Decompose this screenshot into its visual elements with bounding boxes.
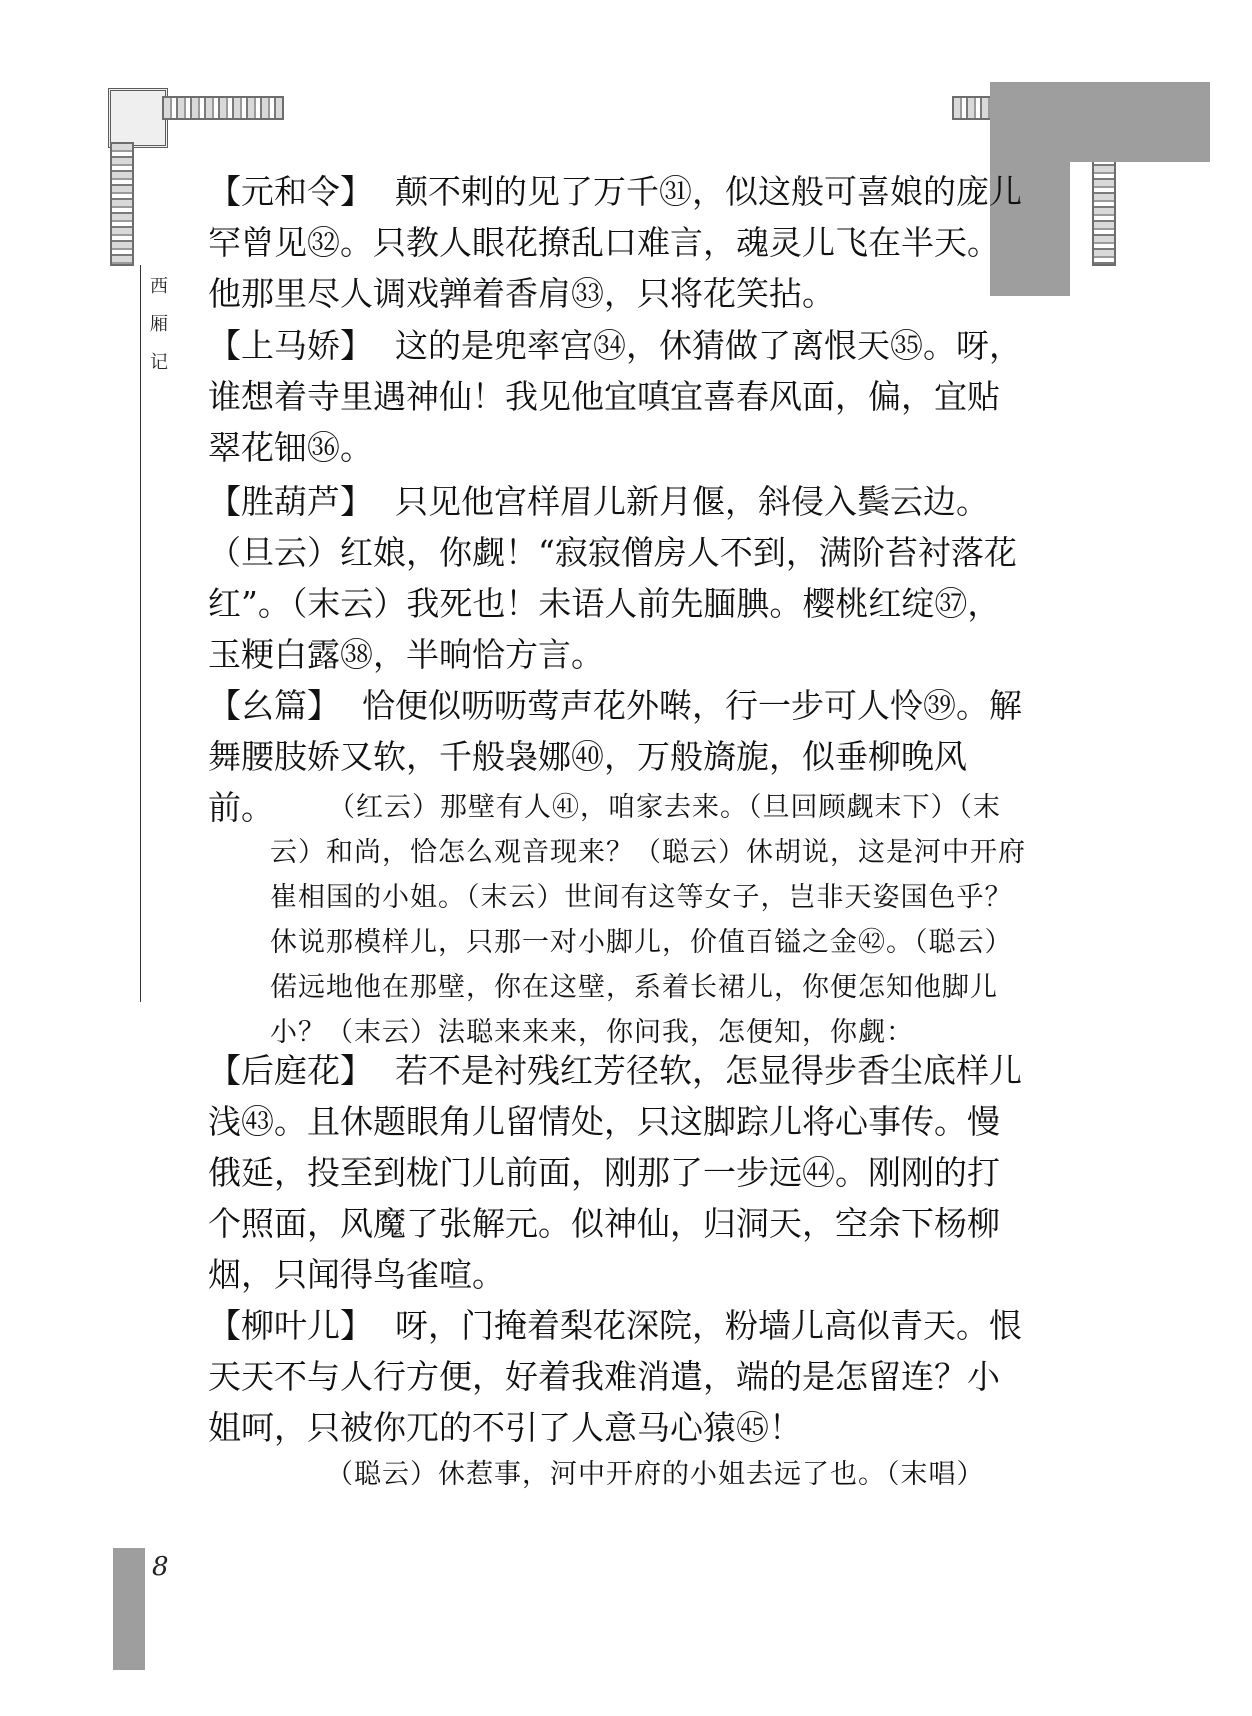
stanza-text: 恰便似呖呖莺声花外啭，行一步可人怜㊴。解舞腰肢娇又软，千般袅娜㊵，万般旖旎，似垂柳晚风前。 bbox=[208, 686, 1022, 827]
page-number-tab bbox=[113, 1548, 145, 1670]
stanza-shangmajiao bbox=[208, 320, 1028, 473]
stanza-text: 呀，门掩着梨花深院，粉墙儿高似青天。恨天天不与人行方便，好着我难消遣，端的是怎留连？小姐呵，只被你兀的不引了人意马心猿㊺！ bbox=[208, 1306, 1022, 1447]
tune-name: 【柳叶儿】 bbox=[208, 1306, 373, 1345]
page-number: 8 bbox=[152, 1552, 169, 1582]
tune-name: 【幺篇】 bbox=[208, 686, 340, 725]
dialogue-block-2: （聪云）休惹事，河中开府的小姐去远了也。（末唱） bbox=[326, 1459, 985, 1490]
side-char-2: 厢 bbox=[150, 314, 168, 335]
border-ornament-top-left bbox=[162, 96, 284, 120]
side-char-3: 记 bbox=[150, 352, 168, 373]
tune-name: 【上马娇】 bbox=[208, 326, 373, 365]
tune-name: 【后庭花】 bbox=[208, 1051, 373, 1090]
border-ornament-left bbox=[110, 142, 134, 266]
stanza-houtinghua bbox=[208, 1045, 1028, 1300]
stanza-text: 颠不剌的见了万千㉛，似这般可喜娘的庞儿罕曾见㉜。只教人眼花撩乱口难言，魂灵儿飞在半天。他那里尽人调戏亸着香肩㉝，只将花笑拈。 bbox=[208, 172, 1022, 313]
side-book-title bbox=[146, 268, 172, 382]
corner-ornament-top-left bbox=[108, 88, 168, 148]
side-rule bbox=[140, 265, 141, 1002]
side-char-1: 西 bbox=[150, 276, 168, 297]
stanza-yuanheling bbox=[208, 166, 1028, 319]
border-ornament-right bbox=[1092, 150, 1116, 266]
stanza-liuyeer bbox=[208, 1300, 1028, 1453]
tune-name: 【胜葫芦】 bbox=[208, 482, 373, 521]
stanza-text: 这的是兜率宫㉞，休猜做了离恨天㉟。呀，谁想着寺里遇神仙！我见他宜嗔宜喜春风面，偏，宜贴翠花钿㊱。 bbox=[208, 326, 1022, 467]
stanza-text: 若不是衬残红芳径软，怎显得步香尘底样儿浅㊸。且休题眼角儿留情处，只这脚踪儿将心事传。慢俄延，投至到栊门儿前面，刚那了一步远㊹。刚刚的打个照面，风魔了张解元。似神仙，归洞天，空余下杨柳烟，只闻得鸟雀喧。 bbox=[208, 1051, 1022, 1294]
stanza-shenghulu bbox=[208, 476, 1028, 680]
tune-name: 【元和令】 bbox=[208, 172, 373, 211]
dialogue-block-1: （红云）那壁有人㊶，咱家去来。（旦回顾觑末下）（末云）和尚，恰怎么观音现来？（聪云）休胡说，这是河中开府崔相国的小姐。（末云）世间有这等女子，岂非天姿国色乎？休说那模样儿，只那一对小脚儿，价值百镒之金㊷。（聪云）偌远地他在那壁，你在这壁，系着长裙儿，你便怎知他脚儿小？（末云）法聪来来来，你问我，怎便知，你觑： bbox=[270, 792, 1026, 1048]
stanza-text: 只见他宫样眉儿新月偃，斜侵入鬓云边。（旦云）红娘，你觑！“寂寂僧房人不到，满阶苔衬落花红”。（末云）我死也！未语人前先腼腆。樱桃红绽㊲，玉粳白露㊳，半晌恰方言。 bbox=[208, 482, 1017, 674]
